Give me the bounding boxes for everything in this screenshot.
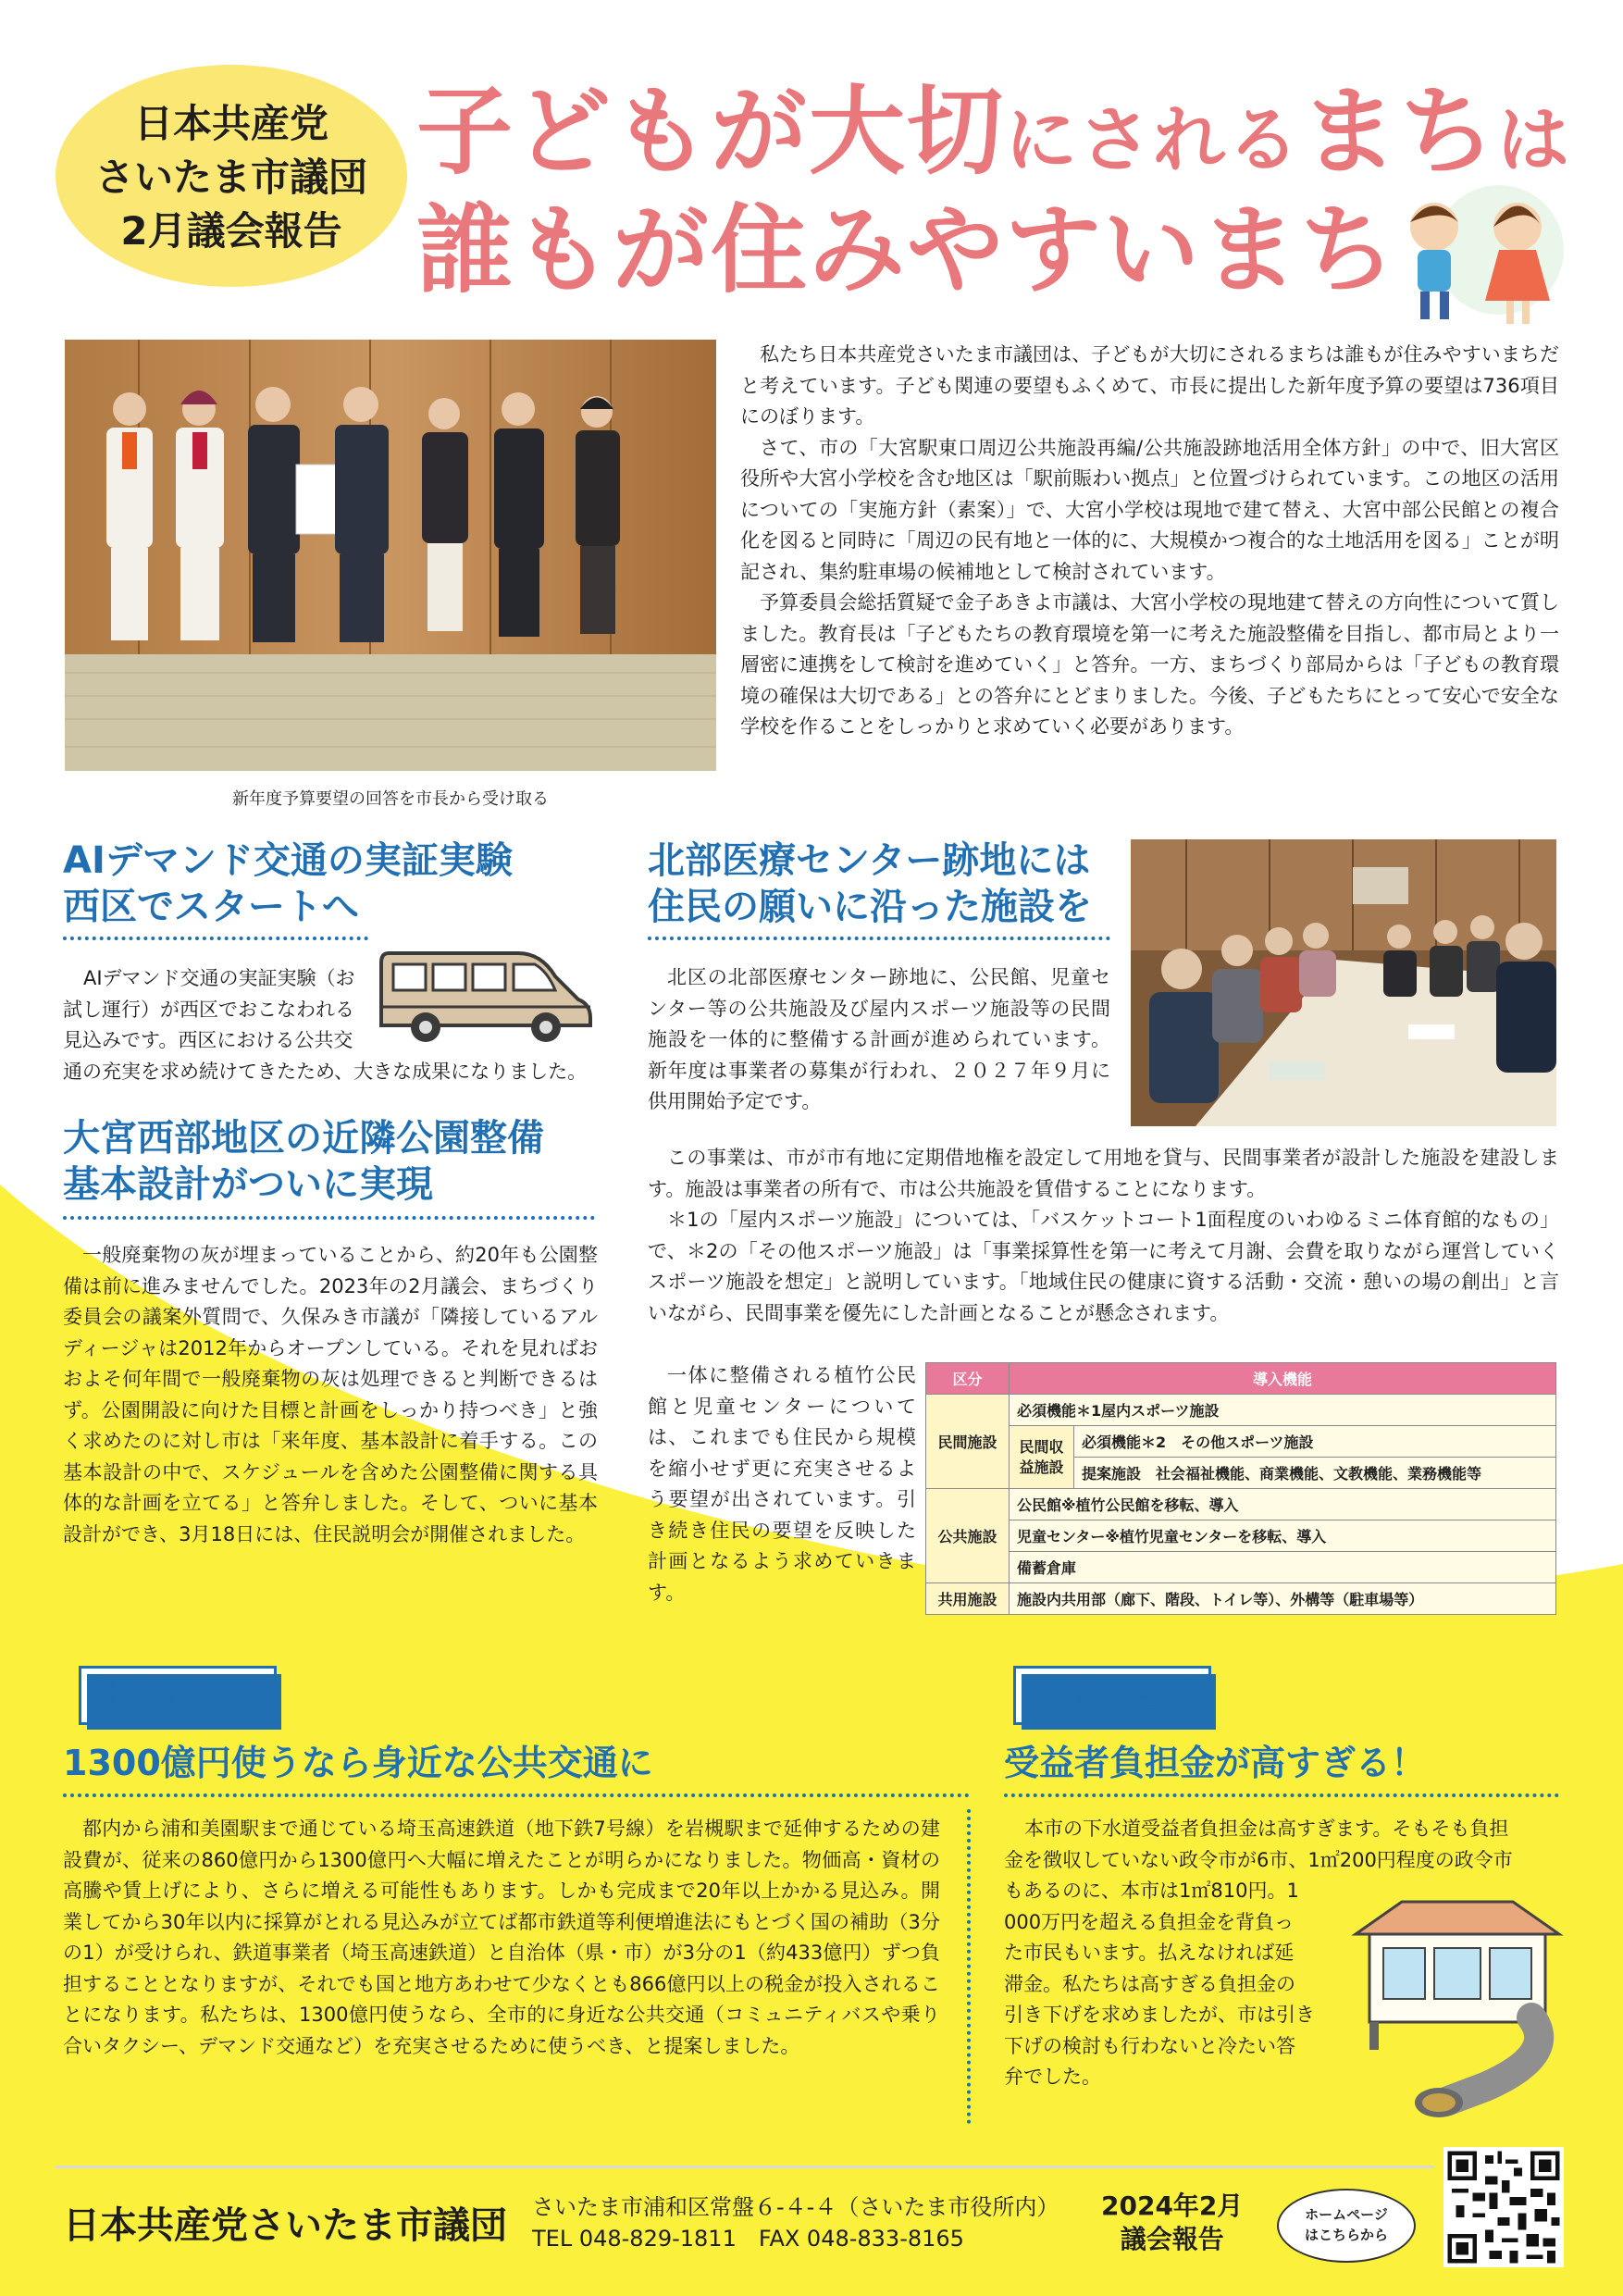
title-line-1 <box>416 76 1601 196</box>
hokubu-paragraph-1: 北区の北部医療センター跡地に、公民館、児童センター等の公共施設及び屋内スポーツ施設等の民間施設を一体的に整備する計画が進められています。新年度は事業者の募集が行われ、２０２７年９月に供用開始予定です。 <box>648 966 1110 1112</box>
footer-divider <box>56 2166 1434 2168</box>
sewer-line-5: た市民もいます。払えなければ延 <box>1004 1942 1295 1964</box>
sewer-line-1: 本市の下水道受益者負担金は高すぎます。そもそも負担 <box>1024 1818 1509 1840</box>
table-cell-public: 公共施設 <box>926 1489 1010 1583</box>
hokubu-text-narrow <box>648 962 1110 1118</box>
ai-demand-heading-2: 西区でスタートへ <box>63 886 359 928</box>
sewer-heading: 受益者負担金が高すぎる！ <box>1004 1743 1427 1783</box>
hokubu-heading-2: 住民の願いに沿った施設を <box>648 886 1092 928</box>
table-row <box>926 1520 1556 1552</box>
title-1c: まち <box>1301 75 1498 188</box>
ai-demand-line-2: 試し運行）が西区でおこなわれる <box>63 998 354 1021</box>
sewer-line-4: 000万円を超える負担金を背負っ <box>1004 1910 1295 1933</box>
footer-report-label <box>1101 2190 1243 2256</box>
table-cell-private-2: 必須機能＊2 その他スポーツ施設 <box>1074 1426 1556 1458</box>
park-divider <box>63 1216 595 1220</box>
photo-caption: 新年度予算要望の回答を市長から受け取る <box>232 789 549 809</box>
sewer-line-3: もあるのに、本市は1㎡810円。1 <box>1004 1880 1299 1902</box>
meeting-photo <box>1131 839 1556 1126</box>
sewer-divider <box>1004 1793 1559 1797</box>
subway-paragraph: 都内から浦和美園駅まで通じている埼玉高速鉄道（地下鉄7号線）を岩槻駅まで延伸するための建設費が、従来の860億円から1300億円へ大幅に増えたことが明らかになりました。物価高・資材の高騰や賃上げにより、さらに増える可能性もあります。しかも完成まで20年以上かかる見込み。開業してから30年以内に採算がとれる見込みが立てば都市鉄道等利便増進法にもとづく国の補助（3分の1）が受けられ、鉄道事業者（埼玉高速鉄道）と自治体（県・市）が3分の1（約433億円）ずつ負担することとなりますが、それでも国と地方あわせて少なくとも866億円以上の税金が投入されることになります。私たちは、1300億円使うなら、全市的に身近な公共交通（コミュニティバスや乗り合いタクシー、デマンド交通など）を充実させるために使うべき、と提案しました。 <box>63 1818 940 2057</box>
table-cell-private-sub: 民間収益施設 <box>1010 1426 1074 1489</box>
hokubu-paragraph-2: この事業は、市が市有地に定期借地権を設定して用地を貸与、民間事業者が設計した施設を建設します。施設は事業者の所有で、市は公共施設を賃借することになります。 <box>648 1147 1559 1200</box>
ai-demand-line-1: AIデマンド交通の実証実験（お <box>83 967 355 989</box>
hokubu-heading-1: 北部医療センター跡地には <box>648 839 1091 882</box>
table-header-category: 区分 <box>926 1363 1010 1395</box>
homepage-label-2: はこちらから <box>1304 2227 1388 2243</box>
table-row <box>926 1583 1556 1615</box>
table-cell-private: 民間施設 <box>926 1395 1010 1489</box>
table-header-functions: 導入機能 <box>1010 1363 1556 1395</box>
sewer-line-7: 引き下げを求めましたが、市は引き <box>1004 2004 1315 2026</box>
table-cell-public-3: 備蓄倉庫 <box>1010 1552 1556 1583</box>
homepage-bubble <box>1277 2189 1416 2263</box>
table-cell-shared: 共用施設 <box>926 1583 1010 1615</box>
subway-divider <box>63 1793 970 1797</box>
table-cell-public-2: 児童センター※植竹児童センターを移転、導入 <box>1010 1520 1556 1552</box>
table-row <box>926 1489 1556 1520</box>
footer-tel-fax: TEL 048-829-1811 FAX 048-833-8165 <box>532 2226 964 2252</box>
table-cell-private-1: 必須機能＊1屋内スポーツ施設 <box>1010 1395 1556 1426</box>
hokubu-paragraph-3: ＊1の「屋内スポーツ施設」については、「バスケットコート1面程度のいわゆるミニ体育館的なもの」で、＊2の「その他スポーツ施設」は「事業採算性を第一に考えて月謝、会費を取りながら運営していくスポーツ施設を想定」と説明しています。「地域住民の健康に資する活動・交流・憩いの場の創出」と言いながら、民間事業を優先にした計画となることが懸念されます。 <box>648 1209 1559 1324</box>
hokubu-paragraph-4: 一体に整備される植竹公民館と児童センターについては、これまでも住民から規模を縮小せず更に充実させるよう要望が出されています。引き続き住民の要望を反映した計画となるよう求めていきます。 <box>648 1364 916 1604</box>
intro-paragraph-1: 私たち日本共産党さいたま市議団は、子どもが大切にされるまちは誰もが住みやすいまちだと考えています。子ども関連の要望もふくめて、市長に提出した新年度予算の要望は736項目にのぼります。 <box>740 343 1559 428</box>
intro-paragraph-2: さて、市の「大宮駅東口周辺公共施設再編/公共施設跡地活用全体方針」の中で、旧大宮区役所や大宮小学校を含む地区は「駅前賑わい拠点」と位置づけられています。この地区の活用についての「実施方針（素案）」で、大宮小学校は現地で建て替え、大宮中部公民館との複合化を図ると同時に「周辺の民有地と一体的に、大規模かつ複合的な土地活用を図る」ことが明記され、集約駐車場の候補地として検討されています。 <box>740 436 1559 583</box>
title-1b: にされる <box>1005 99 1302 182</box>
qr-code[interactable] <box>1443 2147 1564 2267</box>
hokubu-divider <box>648 937 1110 940</box>
intro-paragraph-3: 予算委員会総括質疑で金子あきよ市議は、大宮小学校の現地建て替えの方向性について質しました。教育長は「子どもたちの教育環境を第一に考えた施設整備を目指し、都市局とより一層密に連携をして検討を進めていく」と答弁。一方、まちづくり部局からは「子どもの教育環境の確保は大切である」との答弁にとどまりました。今後、子どもたちにとって安心で安全な学校を作ることをしっかりと求めていく必要があります。 <box>740 591 1559 738</box>
table-cell-shared-1: 施設内共用部（廊下、階段、トイレ等）、外構等（駐車場等） <box>1010 1583 1556 1615</box>
park-heading-2: 基本設計がついに実現 <box>63 1163 433 1206</box>
badge-line-1: 日本共産党 <box>133 101 328 146</box>
footer-report-date: 2024年2月 <box>1101 2191 1244 2221</box>
subway-tag: 地下鉄延伸 <box>79 1666 277 1725</box>
table-row <box>926 1552 1556 1583</box>
park-heading-1: 大宮西部地区の近隣公園整備 <box>63 1117 544 1160</box>
sewer-line-8: 下げの検討も行わないと冷たい答 <box>1004 2034 1295 2057</box>
hokubu-text-side <box>648 1360 916 1608</box>
badge-line-2: さいたま市議団 <box>94 155 367 200</box>
intro-text <box>740 340 1559 743</box>
table-header-row <box>926 1363 1556 1395</box>
budget-request-photo <box>65 340 716 771</box>
table-row <box>926 1395 1556 1426</box>
title-1d: は <box>1497 99 1572 182</box>
park-text <box>63 1240 598 1550</box>
sewer-house-icon <box>1346 1897 1568 2119</box>
ai-demand-divider <box>63 937 368 940</box>
footer-address: さいたま市浦和区常盤６-４-４（さいたま市役所内） <box>532 2194 1059 2220</box>
ai-demand-line-3: 見込みです。西区における公共交 <box>63 1029 353 1051</box>
header-badge-text <box>56 97 407 258</box>
title-1a: 子どもが大切 <box>416 75 1006 188</box>
table-row <box>926 1426 1556 1458</box>
badge-line-3: 2月議会報告 <box>120 208 342 254</box>
sewer-line-2: 金を徴収していない政令市が6市、1㎡200円程度の政令市 <box>1004 1848 1513 1871</box>
facility-table <box>925 1362 1556 1615</box>
sewer-tag: 下水道整備 <box>1013 1666 1211 1725</box>
sewer-line-6: 滞金。私たちは高すぎる負担金の <box>1004 1972 1295 1995</box>
footer-report-title: 議会報告 <box>1120 2224 1224 2254</box>
kids-illustration <box>1369 185 1592 333</box>
subway-text <box>63 1814 940 2062</box>
subway-heading: 1300億円使うなら身近な公共交通に <box>63 1743 653 1783</box>
park-paragraph: 一般廃棄物の灰が埋まっていることから、約20年も公園整備は前に進みませんでした。2023年の2月議会、まちづくり委員会の議案外質問で、久保みき市議が「隣接しているアルディージャは2012年からオープンしている。それを見ればおおよそ何年間で一般廃棄物の灰は処理できると判断できるはず。公園開設に向けた目標と計画をしっかり持つべき」と強く求めたのに対し市は「来年度、基本設計に着手する。この基本設計の中で、スケジュールを含めた公園整備に関する具体的な計画を立てる」と答弁しました。そして、ついに基本設計ができ、3月18日には、住民説明会が開催されました。 <box>63 1244 598 1545</box>
sewer-line-9: 弁でした。 <box>1004 2066 1101 2088</box>
hokubu-text-wide <box>648 1143 1559 1329</box>
footer-contact <box>532 2191 1059 2254</box>
ai-demand-text <box>63 963 618 1087</box>
footer-org-name: 日本共産党さいたま市議団 <box>63 2204 507 2247</box>
table-cell-private-3: 提案施設 社会福祉機能、商業機能、文教機能、業務機能等 <box>1074 1458 1556 1489</box>
ai-demand-heading-1: AIデマンド交通の実証実験 <box>63 839 513 882</box>
ai-demand-line-4: 通の充実を求め続けてきたため、大きな成果になりました。 <box>63 1060 588 1083</box>
table-cell-public-1: 公民館※植竹公民館を移転、導入 <box>1010 1489 1556 1520</box>
column-divider <box>967 1809 971 2124</box>
title-line-2: 誰もが住みやすいまち <box>416 193 1398 306</box>
homepage-label-1: ホームページ <box>1305 2206 1388 2223</box>
